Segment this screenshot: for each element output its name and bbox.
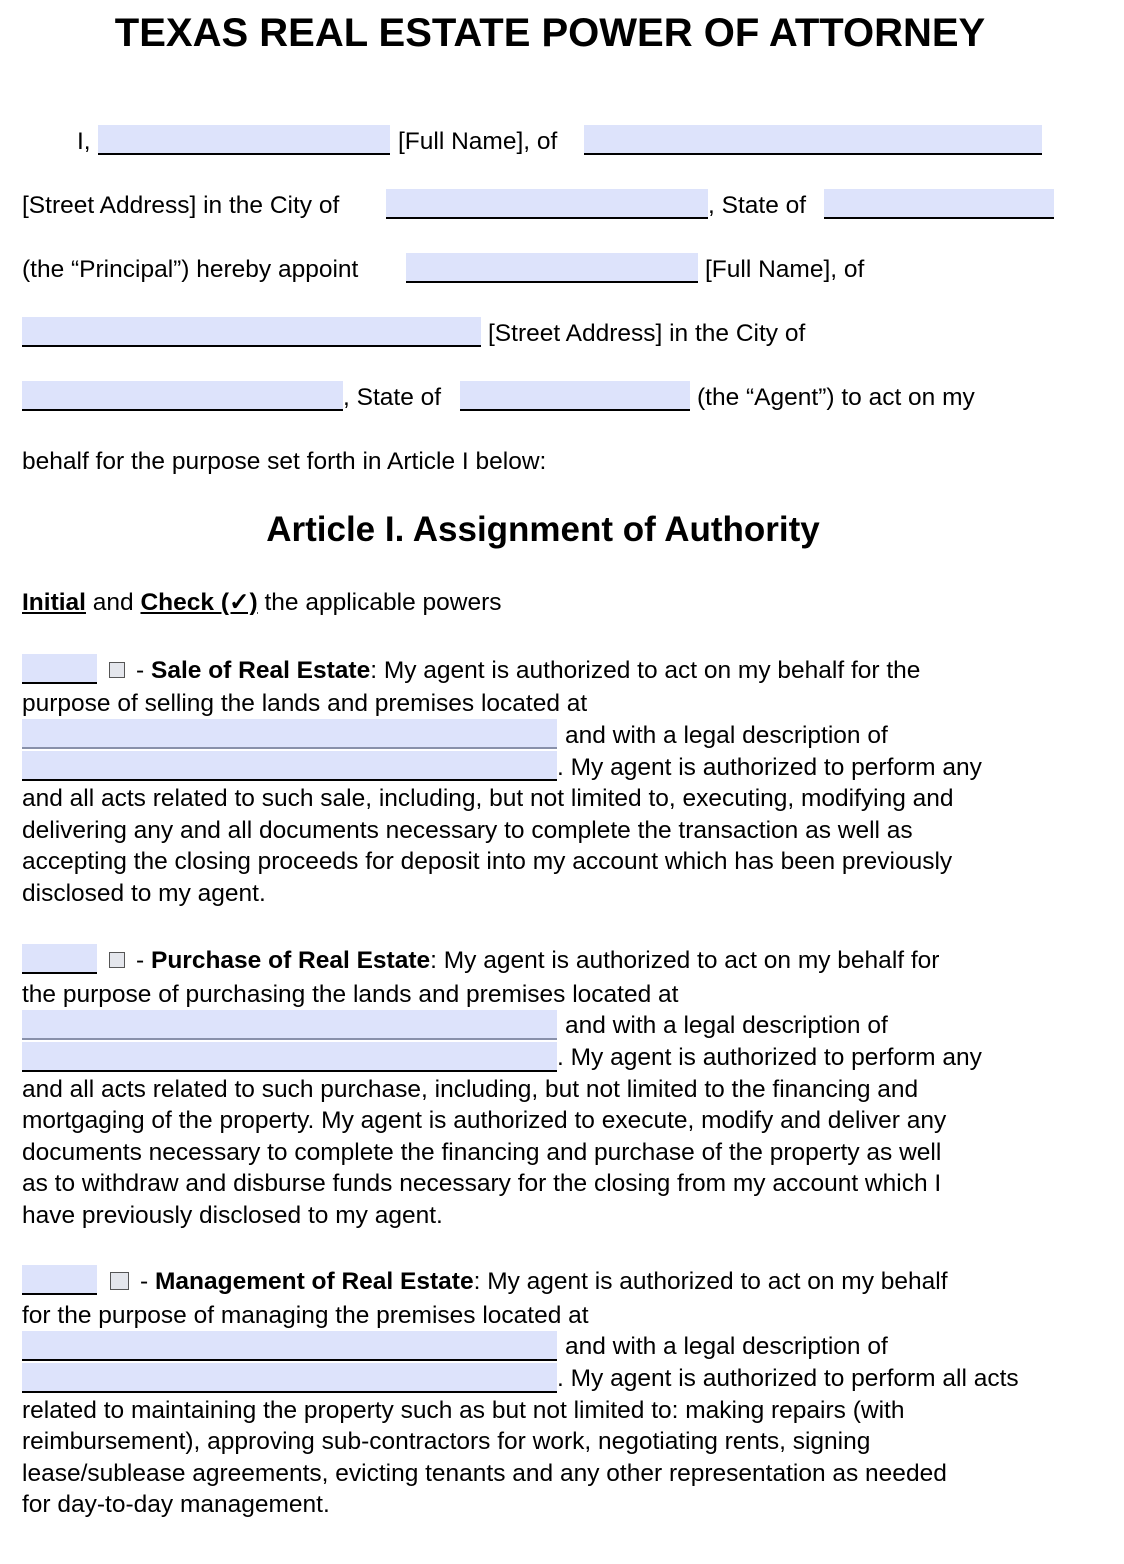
street-city-label: [Street Address] in the City of — [488, 320, 806, 347]
full-name-label: [Full Name], of — [705, 256, 865, 283]
sale-body-line: accepting the closing proceeds for deposit into my account which has been previously — [22, 848, 953, 875]
after-field-text: . My agent is authorized to perform all acts — [557, 1365, 1019, 1392]
principal-name-field[interactable] — [98, 125, 390, 155]
dash: - — [136, 947, 145, 974]
sale-body-line: and all acts related to such sale, including, but not limited to, executing, modifying and — [22, 785, 954, 812]
sale-initial-field[interactable] — [22, 654, 97, 684]
agent-city-field[interactable] — [22, 381, 343, 411]
sale-heading: Sale of Real Estate — [150, 657, 371, 684]
principal-state-field[interactable] — [824, 189, 1054, 219]
after-field-text: . My agent is authorized to perform any — [557, 754, 982, 781]
behalf-text: behalf for the purpose set forth in Article I below: — [22, 448, 547, 475]
street-city-label: [Street Address] in the City of — [22, 192, 340, 219]
agent-state-field[interactable] — [460, 381, 690, 411]
sale-first-line-rest: : My agent is authorized to act on my behalf for the — [370, 657, 921, 684]
principal-street-field[interactable] — [584, 125, 1042, 155]
agent-street-field[interactable] — [22, 317, 481, 347]
agent-name-field[interactable] — [406, 253, 698, 283]
article-heading: Article I. Assignment of Authority — [266, 510, 820, 549]
instructions-rest: the applicable powers — [257, 589, 502, 616]
management-heading: Management of Real Estate — [154, 1268, 474, 1295]
intro-i: I, — [77, 128, 91, 155]
purchase-body-line: and all acts related to such purchase, including, but not limited to the financing and — [22, 1076, 919, 1103]
purchase-line2: the purpose of purchasing the lands and premises located at — [22, 981, 679, 1008]
purchase-body-line: mortgaging of the property. My agent is authorized to execute, modify and deliver any — [22, 1107, 947, 1134]
management-body-line: for day-to-day management. — [22, 1491, 330, 1518]
management-first-line-rest: : My agent is authorized to act on my behalf — [473, 1268, 948, 1295]
principal-city-field[interactable] — [386, 189, 708, 219]
purchase-legal-desc-field[interactable] — [22, 1042, 557, 1072]
sale-first-line — [136, 656, 920, 686]
purchase-first-line — [136, 946, 939, 976]
purchase-address-field[interactable] — [22, 1010, 557, 1040]
full-name-label: [Full Name], of — [398, 128, 558, 155]
state-of-label: , State of — [708, 192, 807, 219]
purchase-body-line: as to withdraw and disburse funds necessary for the closing from my account which I — [22, 1170, 942, 1197]
management-body-line: reimbursement), approving sub-contractors for work, negotiating rents, signing — [22, 1428, 871, 1455]
sale-legal-desc-field[interactable] — [22, 751, 557, 781]
sale-line2: purpose of selling the lands and premises located at — [22, 690, 588, 717]
purchase-checkbox[interactable] — [109, 952, 125, 968]
sale-body-line: delivering any and all documents necessary to complete the transaction as well as — [22, 817, 913, 844]
initial-label: Initial — [22, 589, 86, 616]
dash: - — [140, 1268, 149, 1295]
legal-desc-text: and with a legal description of — [565, 722, 888, 749]
after-field-text: . My agent is authorized to perform any — [557, 1044, 982, 1071]
purchase-body-line: documents necessary to complete the financing and purchase of the property as well — [22, 1139, 942, 1166]
management-first-line — [140, 1267, 948, 1297]
management-line2: for the purpose of managing the premises located at — [22, 1302, 589, 1329]
management-checkbox[interactable] — [110, 1272, 129, 1290]
management-body-line: related to maintaining the property such as but not limited to: making repairs (with — [22, 1397, 905, 1424]
purchase-first-line-rest: : My agent is authorized to act on my behalf for — [430, 947, 940, 974]
principal-appoint-text: (the “Principal”) hereby appoint — [22, 256, 359, 283]
legal-desc-text: and with a legal description of — [565, 1012, 888, 1039]
and-text: and — [85, 589, 141, 616]
agent-act-text: (the “Agent”) to act on my — [697, 384, 975, 411]
purchase-heading: Purchase of Real Estate — [150, 947, 431, 974]
instructions — [22, 588, 501, 618]
document-title: TEXAS REAL ESTATE POWER OF ATTORNEY — [114, 11, 986, 55]
sale-body-line: disclosed to my agent. — [22, 880, 266, 907]
management-body-line: lease/sublease agreements, evicting tenants and any other representation as needed — [22, 1460, 947, 1487]
purchase-initial-field[interactable] — [22, 944, 97, 974]
sale-address-field[interactable] — [22, 719, 557, 749]
legal-desc-text: and with a legal description of — [565, 1333, 888, 1360]
management-initial-field[interactable] — [22, 1265, 97, 1295]
purchase-body-line: have previously disclosed to my agent. — [22, 1202, 443, 1229]
dash: - — [136, 657, 145, 684]
state-of-label: , State of — [343, 384, 442, 411]
management-legal-desc-field[interactable] — [22, 1363, 557, 1393]
sale-checkbox[interactable] — [109, 662, 125, 678]
check-label: Check (✓) — [140, 589, 258, 616]
management-address-field[interactable] — [22, 1331, 557, 1361]
